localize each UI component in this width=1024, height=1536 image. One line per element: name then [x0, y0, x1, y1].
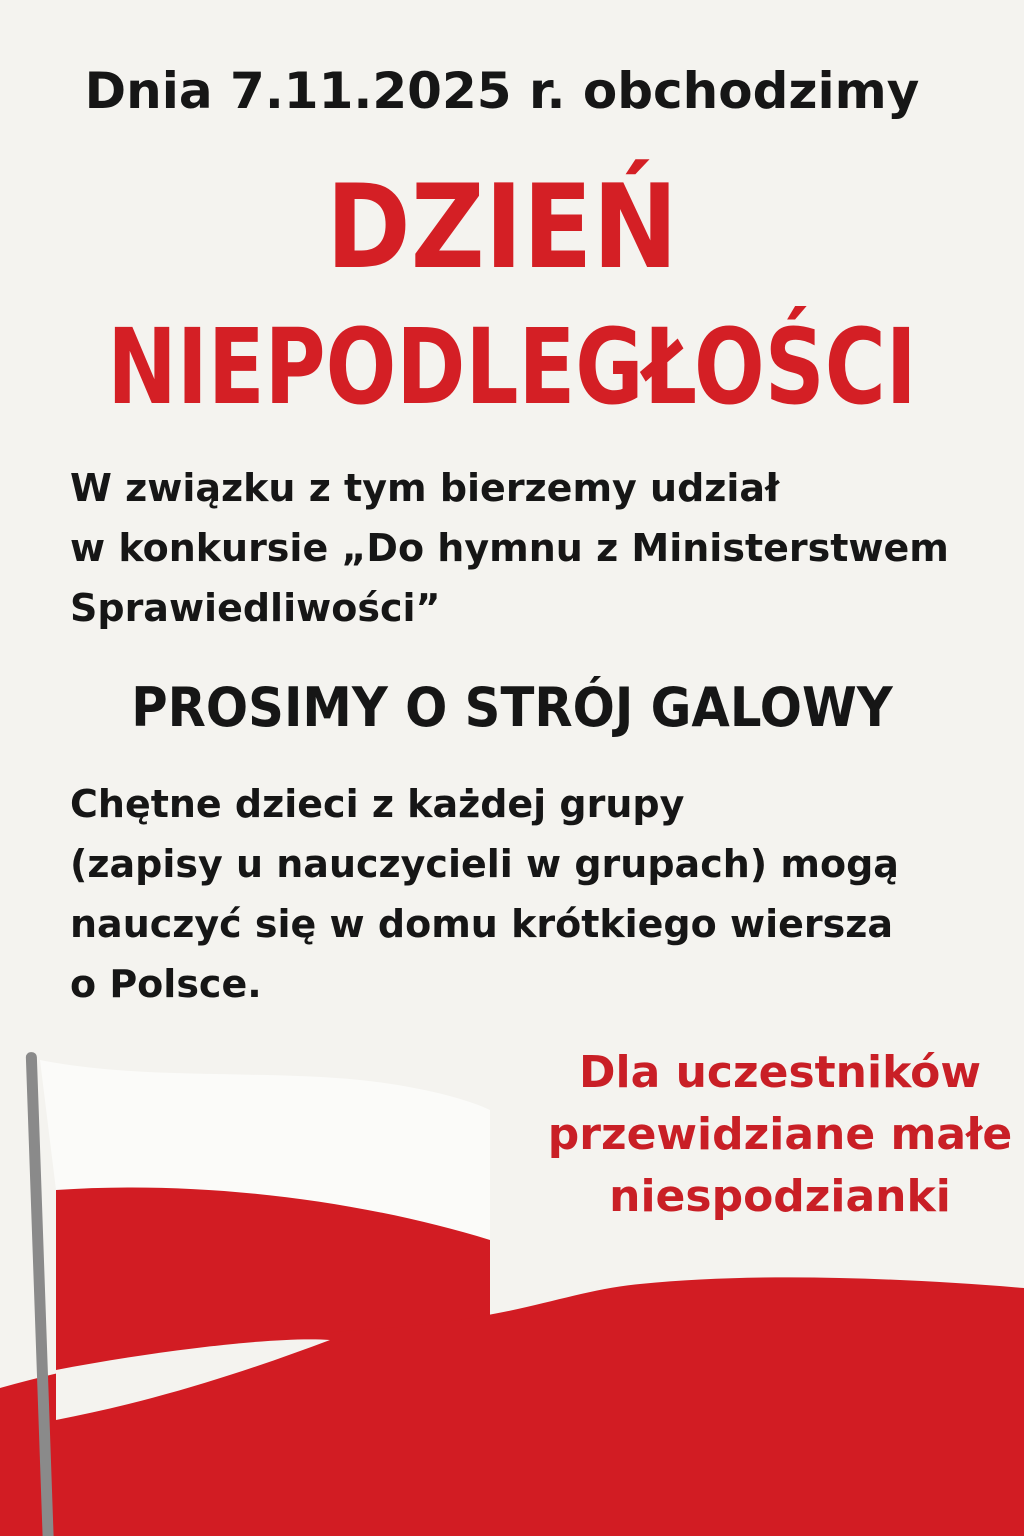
date-line: Dnia 7.11.2025 r. obchodzimy — [84, 62, 920, 120]
poem-line: o Polsce. — [70, 962, 262, 1006]
title-line-1: DZIEŃ — [326, 160, 678, 295]
poem-line: (zapisy u nauczycieli w grupach) mogą — [70, 842, 899, 886]
poem-line: nauczyć się w domu krótkiego wiersza — [70, 902, 893, 946]
prize-line: Dla uczestników — [578, 1047, 982, 1098]
prize-line: przewidziane małe — [547, 1109, 1013, 1160]
dress-code-heading: PROSIMY O STRÓJ GALOWY — [131, 676, 893, 739]
poem-line: Chętne dzieci z każdej grupy — [70, 782, 685, 826]
title-line-2: NIEPODLEGŁOŚCI — [107, 306, 917, 428]
contest-line: Sprawiedliwości” — [70, 586, 441, 630]
contest-line: w konkursie „Do hymnu z Ministerstwem — [70, 526, 949, 570]
contest-paragraph — [70, 458, 990, 638]
contest-line: W związku z tym bierzemy udział — [70, 466, 780, 510]
prize-note — [480, 1042, 1024, 1228]
prize-line: niespodzianki — [609, 1171, 951, 1222]
poem-paragraph — [70, 774, 990, 1014]
